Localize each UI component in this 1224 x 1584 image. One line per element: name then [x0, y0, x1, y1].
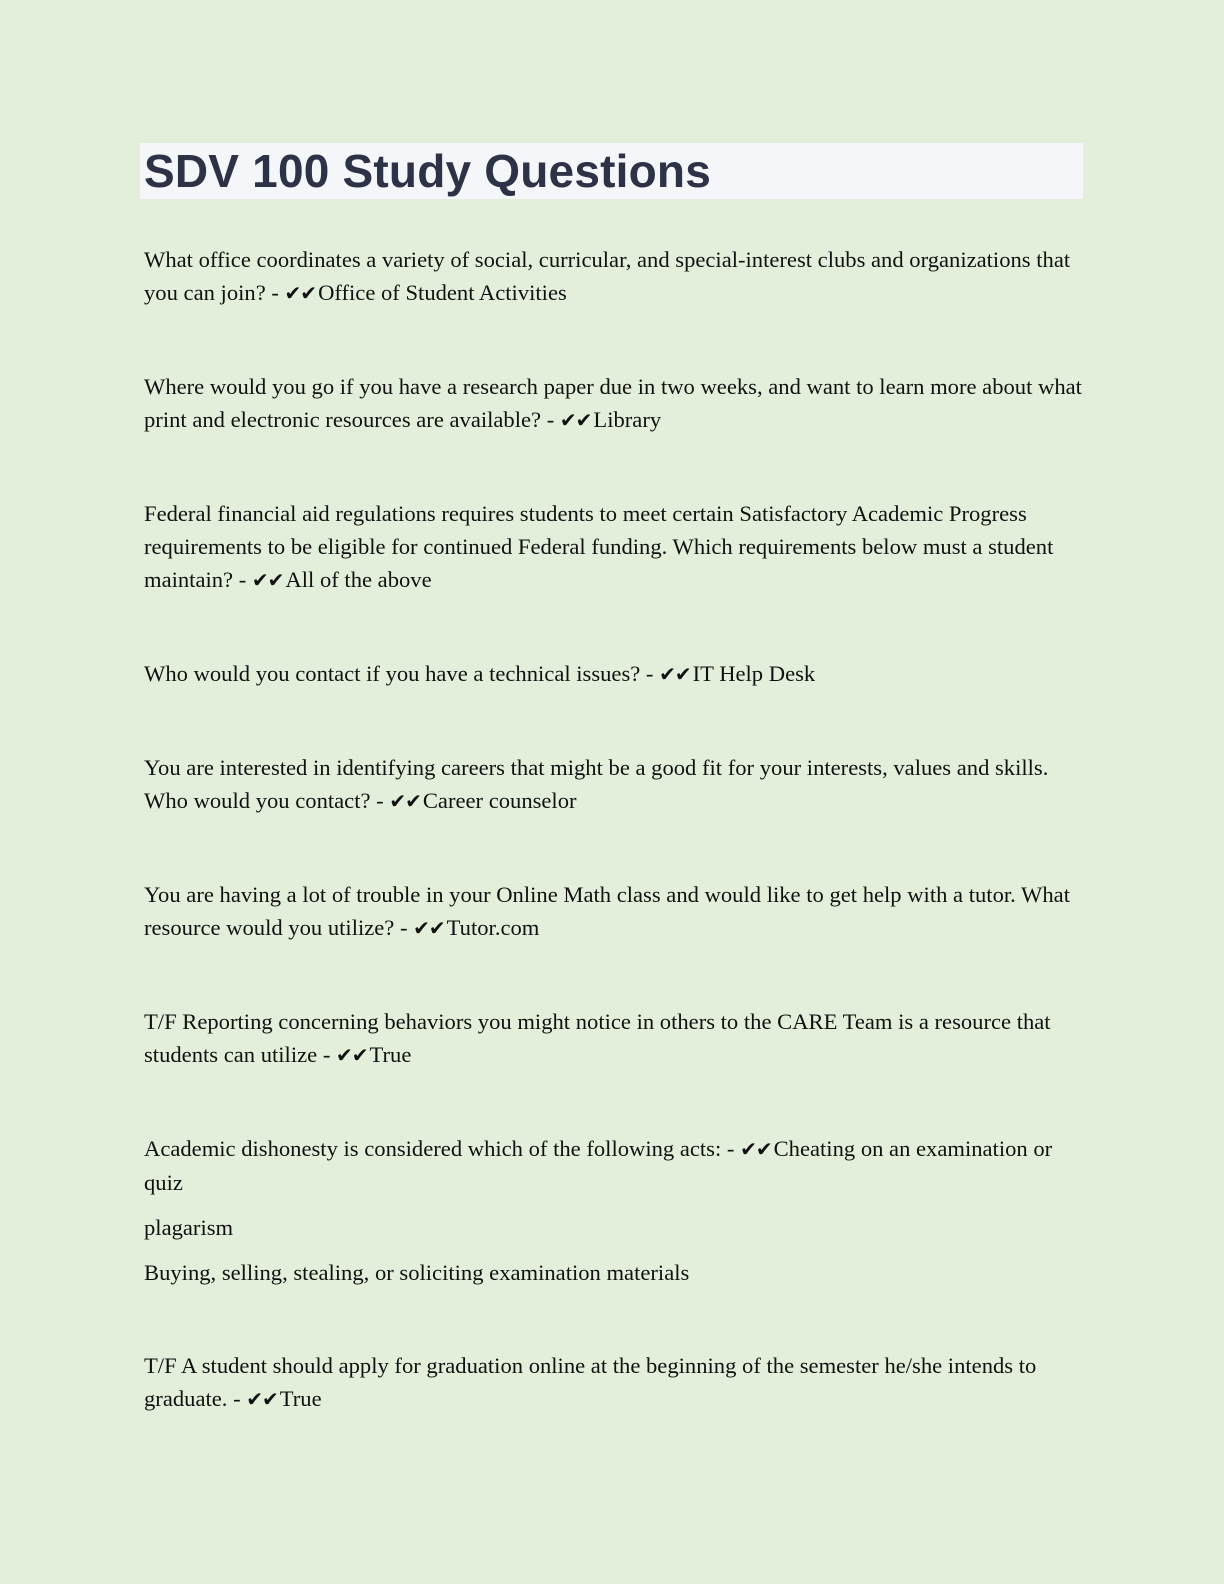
- answer-text: Cheating on an examination or quiz: [144, 1136, 1053, 1195]
- double-check-icon: ✔✔: [246, 1387, 278, 1411]
- answer-text: Office of Student Activities: [318, 280, 567, 305]
- double-check-icon: ✔✔: [659, 662, 691, 686]
- question-text: You are having a lot of trouble in your Online Math class and would like to get help with a tutor. What resource would you utilize? -: [144, 882, 1070, 940]
- question-text: Who would you contact if you have a technical issues? -: [144, 661, 660, 686]
- question-text: T/F A student should apply for graduation online at the beginning of the semester he/she intends to graduate. -: [144, 1353, 1037, 1411]
- qa-item: [144, 657, 1084, 691]
- double-check-icon: ✔✔: [251, 568, 284, 592]
- answer-text: True: [369, 1042, 412, 1067]
- qa-list: [144, 243, 1084, 1416]
- question-text: Federal financial aid regulations requires students to meet certain Satisfactory Academic Progress requirements to be eligible for continued Federal funding. Which requirements below must a student maintain? -: [144, 501, 1054, 592]
- double-check-icon: ✔✔: [740, 1137, 772, 1161]
- double-check-icon: ✔✔: [559, 408, 592, 432]
- answer-extra-line: Buying, selling, stealing, or soliciting examination materials: [144, 1260, 690, 1285]
- answer-text: Tutor.com: [446, 915, 540, 940]
- answer-text: True: [279, 1386, 322, 1411]
- answer-text: Career counselor: [422, 788, 577, 813]
- title-bar: [140, 143, 1083, 199]
- double-check-icon: ✔✔: [336, 1043, 368, 1067]
- question-text: You are interested in identifying careers that might be a good fit for your interests, values and skills. Who would you contact? -: [144, 755, 1049, 813]
- qa-item: [144, 497, 1084, 597]
- document-page: [144, 143, 1084, 1476]
- question-text: T/F Reporting concerning behaviors you might notice in others to the CARE Team is a resource that students can utilize -: [144, 1009, 1051, 1067]
- answer-extra-line: plagarism: [144, 1215, 234, 1240]
- qa-item: [144, 1349, 1084, 1416]
- qa-item: [144, 1132, 1084, 1289]
- question-text: Academic dishonesty is considered which of the following acts: -: [144, 1136, 741, 1161]
- qa-item: [144, 751, 1084, 818]
- answer-text: IT Help Desk: [692, 661, 816, 686]
- question-text: Where would you go if you have a research paper due in two weeks, and want to learn more about what print and electronic resources are available? -: [144, 374, 1082, 432]
- double-check-icon: ✔✔: [413, 916, 445, 940]
- question-text: What office coordinates a variety of social, curricular, and special-interest clubs and organizations that you can join? -: [144, 247, 1071, 305]
- answer-text: All of the above: [285, 567, 432, 592]
- double-check-icon: ✔✔: [284, 281, 317, 305]
- qa-item: [144, 1005, 1084, 1072]
- answer-text: Library: [593, 407, 662, 432]
- qa-item: [144, 370, 1084, 437]
- qa-item: [144, 243, 1084, 310]
- page-title: SDV 100 Study Questions: [144, 145, 711, 197]
- double-check-icon: ✔✔: [389, 789, 421, 813]
- qa-item: [144, 878, 1084, 945]
